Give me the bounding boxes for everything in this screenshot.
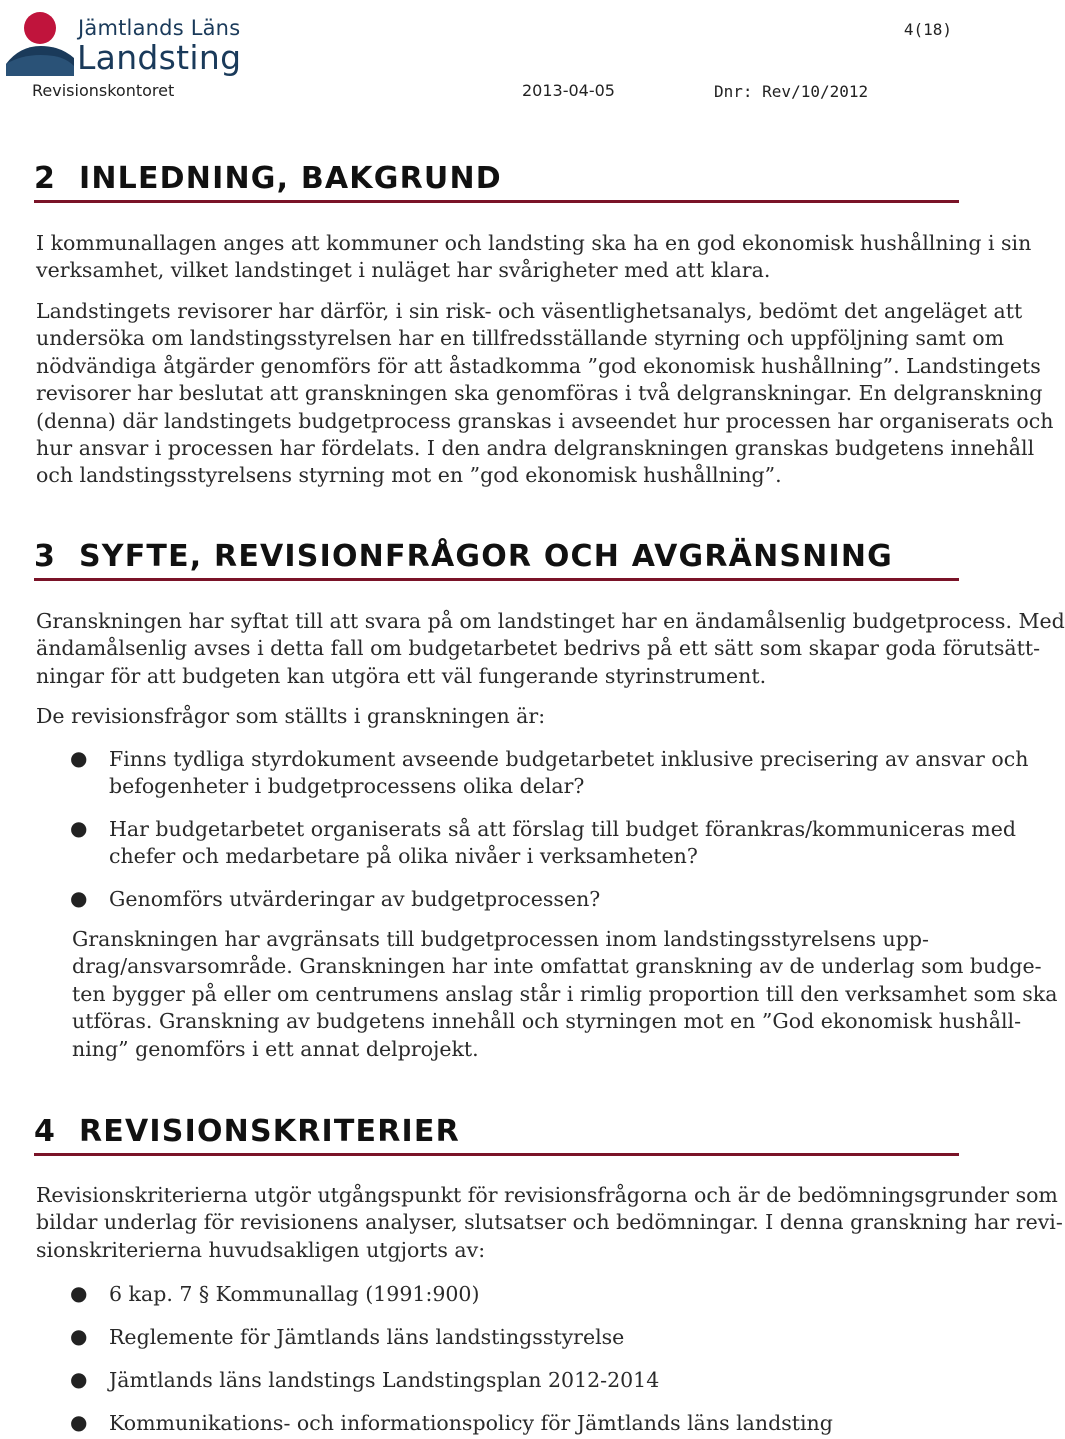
landsting-logo-icon — [4, 6, 76, 76]
section-4-number: 4 — [34, 1114, 57, 1149]
logo-line1: Jämtlands Läns — [78, 16, 241, 40]
section-2-paragraph-2: Landstingets revisorer har därför, i sin risk- och väsentlighetsanalys, bedömt det angeläget att undersöka om landstingsstyrelsen har en tillfredsställande styrning och uppföljning samt om nödvändiga åtgärder genomförs för att åstadkomma ”god ekonomisk hushållning”. Landstingets revisorer har beslutat att granskningen ska genomföras i två delgranskningar. En delgranskning (denna) där landstingets budgetprocess granskas i avseendet hur processen har organiserats och hur ansvar i processen har fördelats. I den andra delgranskningen granskas budgetens innehåll och landstingsstyrelsens styrning mot en ”god ekonomisk hushållning”. — [36, 299, 1054, 488]
bullet-icon: ● — [70, 886, 88, 910]
section-3-rule — [34, 578, 959, 581]
section-2-heading — [34, 161, 502, 196]
document-reference: Dnr: Rev/10/2012 — [714, 82, 869, 101]
question-1: Finns tydliga styrdokument avseende budgetarbetet inklusive precisering av ansvar och befogenheter i budgetprocessens olika delar? — [109, 747, 1029, 799]
logo-line2: Landsting — [77, 38, 242, 77]
section-4-rule — [34, 1153, 959, 1156]
section-4-paragraph-1: Revisionskriterierna utgör utgångspunkt för revisionsfrågorna och är de bedömningsgrunder som bildar underlag för revisionens analyser, slutsatser och bedömningar. I denna granskning har revi- sionskriterierna huvudsakligen utgjorts av: — [36, 1183, 1063, 1262]
bullet-icon: ● — [70, 746, 88, 770]
bullet-icon: ● — [70, 1410, 88, 1434]
section-3-heading — [34, 539, 893, 574]
section-2-rule — [34, 200, 959, 203]
bullet-icon: ● — [70, 816, 88, 840]
section-4-title: REVISIONSKRITERIER — [79, 1114, 460, 1149]
section-2-title: INLEDNING, BAKGRUND — [79, 161, 502, 196]
bullet-icon: ● — [70, 1281, 88, 1305]
document-date: 2013-04-05 — [522, 81, 615, 100]
bullet-icon: ● — [70, 1367, 88, 1391]
section-4-heading — [34, 1114, 460, 1149]
section-3-paragraph-1: Granskningen har syftat till att svara på om landstinget har en ändamålsenlig budgetprocess. Med ändamålsenlig avses i detta fall om budgetarbetet bedrivs på ett sätt som skapar goda förutsätt- ningar för att budgeten kan utgöra ett väl fungerande styrinstrument. — [36, 609, 1065, 688]
question-2: Har budgetarbetet organiserats så att förslag till budget förankras/kommuniceras med chefer och medarbetare på olika nivåer i verksamheten? — [109, 817, 1016, 869]
question-3: Genomförs utvärderingar av budgetprocessen? — [109, 887, 601, 911]
criterion-2: Reglemente för Jämtlands läns landstingsstyrelse — [109, 1325, 625, 1349]
office-label: Revisionskontoret — [32, 81, 175, 100]
criterion-1: 6 kap. 7 § Kommunallag (1991:900) — [109, 1282, 480, 1306]
section-3-paragraph-2: Granskningen har avgränsats till budgetprocessen inom landstingsstyrelsens upp- drag/ansvarsområde. Granskningen har inte omfattat granskning av de underlag som budge- ten bygger på eller om centrumens anslag står i rimlig proportion till den verksamhet som ska utföras. Granskning av budgetens innehåll och styrningen mot en ”God ekonomisk hushåll- ning” genomförs i ett annat delprojekt. — [72, 927, 1058, 1061]
section-2-number: 2 — [34, 161, 57, 196]
section-3-title: SYFTE, REVISIONFRÅGOR OCH AVGRÄNSNING — [79, 539, 893, 574]
section-3-intro: De revisionsfrågor som ställts i granskningen är: — [36, 704, 546, 728]
bullet-icon: ● — [70, 1324, 88, 1348]
section-3-number: 3 — [34, 539, 57, 574]
page-number: 4(18) — [903, 20, 952, 39]
criterion-3: Jämtlands läns landstings Landstingsplan 2012-2014 — [109, 1368, 660, 1392]
section-2-paragraph-1: I kommunallagen anges att kommuner och landsting ska ha en god ekonomisk hushållning i sin verksamhet, vilket landstinget i nuläget har svårigheter med att klara. — [36, 231, 1032, 283]
criterion-4: Kommunikations- och informationspolicy för Jämtlands läns landsting — [109, 1411, 833, 1435]
